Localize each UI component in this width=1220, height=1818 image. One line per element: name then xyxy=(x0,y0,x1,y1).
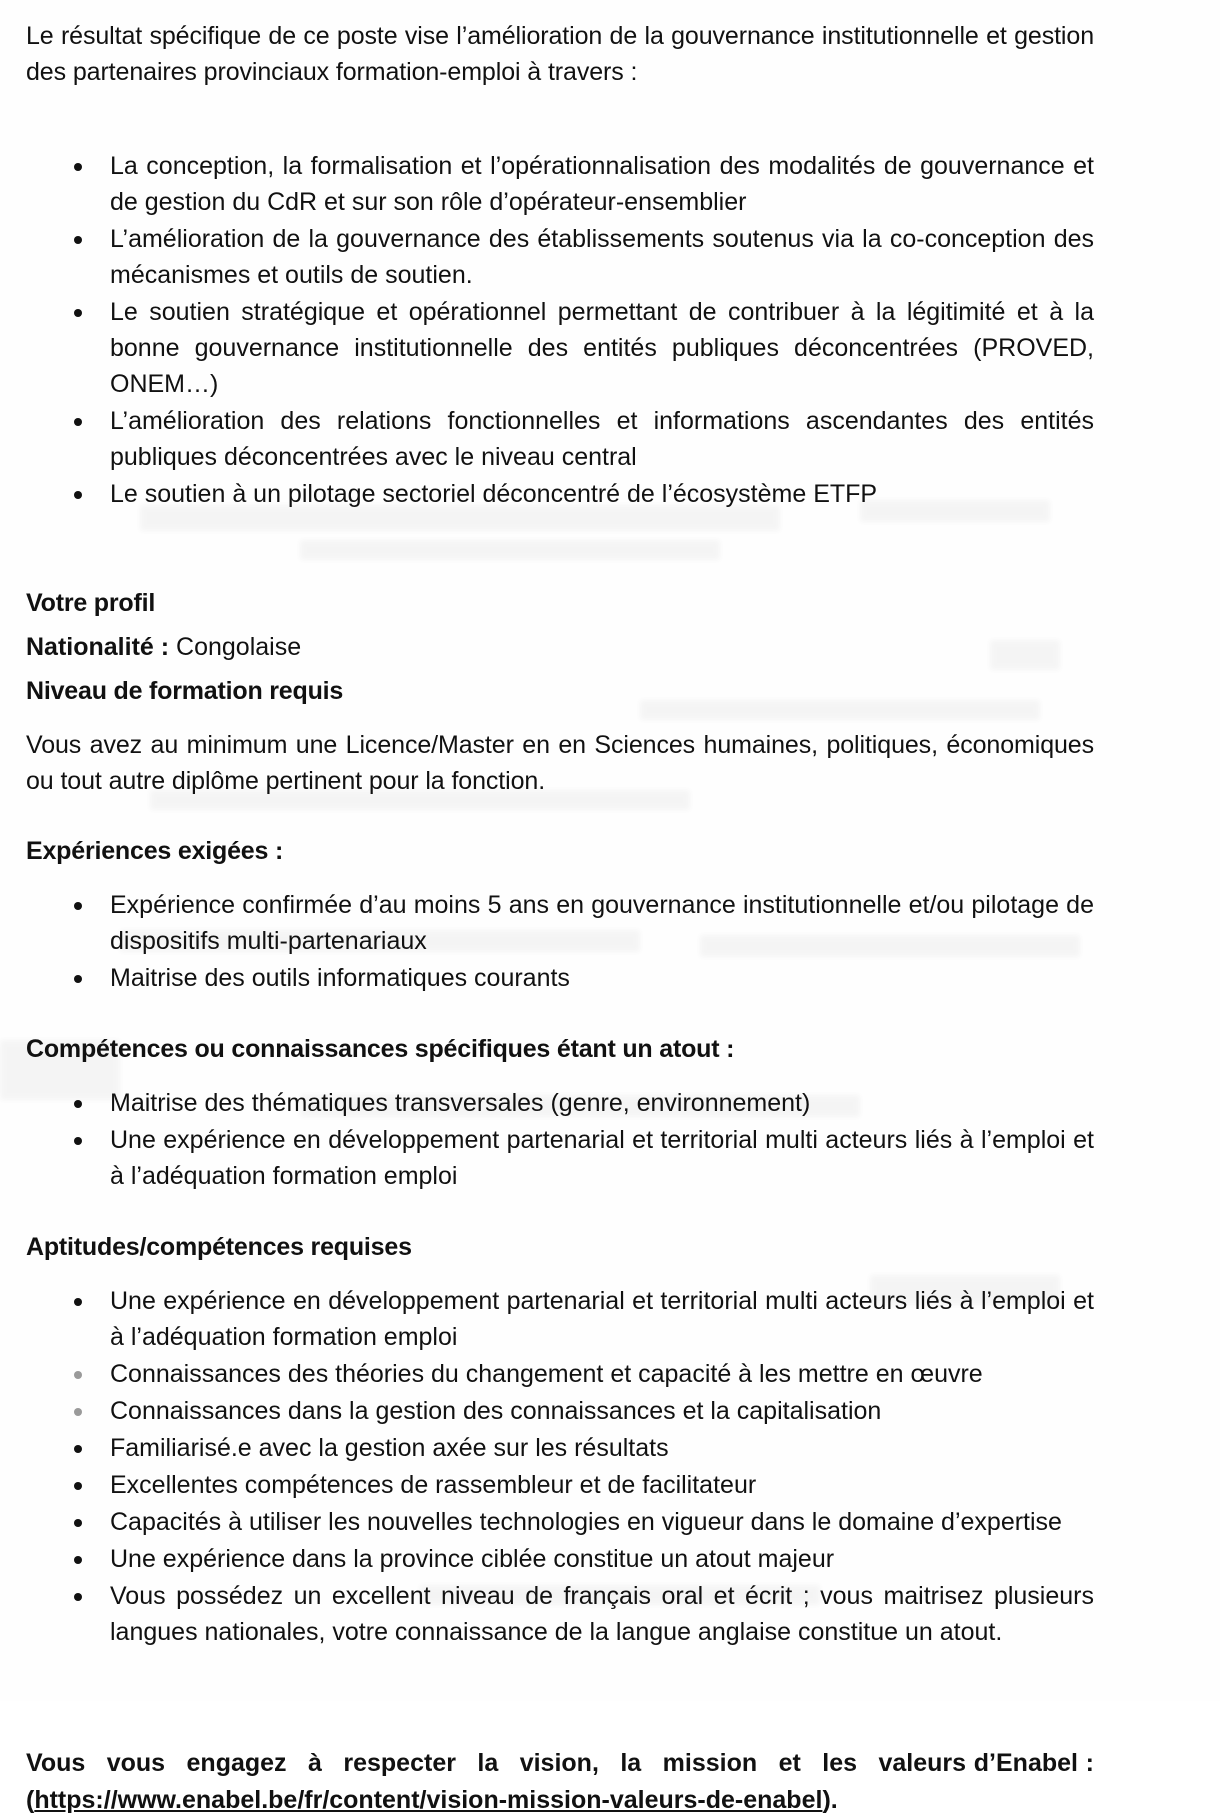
list-item: L’amélioration des relations fonctionnelles et informations ascendantes des entités publiques déconcentrées avec le niveau central xyxy=(26,403,1094,475)
list-item: Familiarisé.e avec la gestion axée sur les résultats xyxy=(26,1430,1094,1466)
section-heading-aptitudes: Aptitudes/compétences requises xyxy=(26,1233,412,1261)
section-heading-education: Niveau de formation requis xyxy=(26,677,344,705)
nationality-label: Nationalité : xyxy=(26,633,170,661)
objectives-list xyxy=(26,148,1094,512)
list-item: Connaissances des théories du changement et capacité à les mettre en œuvre xyxy=(26,1356,1094,1392)
experience-list xyxy=(26,887,1094,996)
section-heading-experience: Expériences exigées : xyxy=(26,837,284,865)
list-item: Maitrise des outils informatiques courants xyxy=(26,960,1094,996)
list-item: Capacités à utiliser les nouvelles technologies en vigueur dans le domaine d’expertise xyxy=(26,1504,1094,1540)
intro-paragraph: Le résultat spécifique de ce poste vise l’amélioration de la gouvernance institutionnelle et gestion des partenaires provinciaux formation-emploi à travers : xyxy=(26,22,1094,86)
list-item: Vous possédez un excellent niveau de français oral et écrit ; vous maitrisez plusieurs langues nationales, votre connaissance de la langue anglaise constitue un atout. xyxy=(26,1578,1094,1650)
enabel-vision-link[interactable]: https://www.enabel.be/fr/content/vision-mission-valeurs-de-enabel xyxy=(34,1785,823,1814)
aptitudes-list xyxy=(26,1283,1094,1650)
section-heading-assets: Compétences ou connaissances spécifiques étant un atout : xyxy=(26,1035,735,1063)
document-body xyxy=(26,18,1094,1818)
list-item: Une expérience en développement partenarial et territorial multi acteurs liés à l’emploi et à l’adéquation formation emploi xyxy=(26,1122,1094,1194)
list-item: Maitrise des thématiques transversales (genre, environnement) xyxy=(26,1085,1094,1121)
nationality-line xyxy=(26,629,1094,665)
closing-statement xyxy=(26,1745,1094,1818)
list-item: Le soutien stratégique et opérationnel permettant de contribuer à la légitimité et à la bonne gouvernance institutionnelle des entités publiques déconcentrées (PROVED, ONEM…) xyxy=(26,294,1094,402)
assets-list xyxy=(26,1085,1094,1194)
list-item: La conception, la formalisation et l’opérationnalisation des modalités de gouvernance et de gestion du CdR et sur son rôle d’opérateur-ensemblier xyxy=(26,148,1094,220)
nationality-value: Congolaise xyxy=(176,633,302,661)
education-paragraph: Vous avez au minimum une Licence/Master en en Sciences humaines, politiques, économiques ou tout autre diplôme pertinent pour la fonction. xyxy=(26,731,1094,795)
list-item: Connaissances dans la gestion des connaissances et la capitalisation xyxy=(26,1393,1094,1429)
list-item: Une expérience en développement partenarial et territorial multi acteurs liés à l’emploi et à l’adéquation formation emploi xyxy=(26,1283,1094,1355)
list-item: Expérience confirmée d’au moins 5 ans en gouvernance institutionnelle et/ou pilotage de dispositifs multi-partenariaux xyxy=(26,887,1094,959)
list-item: Une expérience dans la province ciblée constitue un atout majeur xyxy=(26,1541,1094,1577)
list-item: Excellentes compétences de rassembleur et de facilitateur xyxy=(26,1467,1094,1503)
list-item: Le soutien à un pilotage sectoriel déconcentré de l’écosystème ETFP xyxy=(26,476,1094,512)
closing-prefix: d’Enabel :( xyxy=(26,1749,1095,1814)
list-item: L’amélioration de la gouvernance des établissements soutenus via la co-conception des mécanismes et outils de soutien. xyxy=(26,221,1094,293)
closing-line-1: Vous vous engagez à respecter la vision, la mission et les valeurs xyxy=(26,1749,967,1777)
section-heading-profile: Votre profil xyxy=(26,589,156,617)
closing-suffix: ). xyxy=(822,1785,838,1814)
